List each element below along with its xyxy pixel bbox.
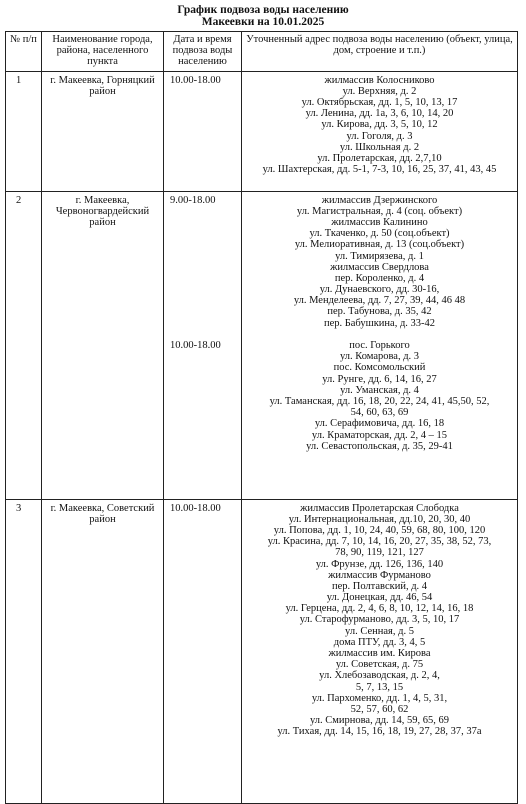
address-line: ул. Старофурманово, дд. 3, 5, 10, 17 [299, 614, 460, 626]
address-line: ул. Дунаевского, дд. 30-16, [319, 284, 440, 296]
time-spacer [170, 592, 241, 603]
address-line: ул. Ленина, дд. 1а, 3, 6, 10, 14, 20 [305, 108, 454, 120]
water-schedule-table [5, 31, 518, 804]
time-spacer [170, 682, 241, 693]
address-line: ул. Комарова, д. 3 [339, 351, 420, 363]
block-spacer [244, 329, 515, 340]
address-line: ул. Тимирязева, д. 1 [335, 250, 424, 262]
address-line: пер. Полтавский, д. 4 [331, 580, 428, 592]
row-time-cell [164, 499, 242, 803]
address-line: ул. Герцена, дд. 2, 4, 6, 8, 10, 12, 14, 16, 18 [285, 603, 474, 615]
time-spacer [170, 86, 241, 97]
address-line: ул. Донецкая, дд. 46, 54 [326, 592, 433, 604]
address-line: ул. Пархоменко, дд. 1, 4, 5, 31, [311, 692, 448, 704]
row-number: 1 [6, 71, 42, 191]
title-line-2: Макеевки на 10.01.2025 [201, 16, 325, 28]
time-spacer [170, 547, 241, 558]
address-line: ул. Серафимовича, дд. 16, 18 [314, 418, 445, 430]
time-spacer [170, 153, 241, 164]
time-spacer [170, 396, 241, 407]
time-spacer [170, 430, 241, 441]
address-line: жилмассив Колосниково [324, 74, 435, 86]
delivery-time: 9.00-18.00 [170, 194, 216, 206]
time-list [170, 503, 241, 738]
time-spacer [170, 206, 241, 217]
address-line: ул. Красина, дд. 7, 10, 14, 16, 20, 27, 35, 38, 52, 73, [267, 536, 492, 548]
time-spacer [170, 217, 241, 228]
address-line: ул. Краматорская, дд. 2, 4 – 15 [311, 429, 448, 441]
time-spacer [170, 318, 241, 329]
title-line-1: График подвоза воды населению [177, 4, 349, 16]
address-line: ул. Октябрьская, дд. 1, 5, 10, 13, 17 [301, 96, 458, 108]
address-line: ул. Рунге, дд. 6, 14, 16, 27 [322, 373, 437, 385]
block-spacer [170, 329, 241, 340]
address-line: ул. Фрунзе, дд. 126, 136, 140 [315, 558, 444, 570]
address-line: ул. Верхняя, д. 2 [342, 85, 417, 97]
time-spacer [170, 239, 241, 250]
table-row [6, 71, 518, 191]
address-line: жилмассив Фурманово [328, 569, 431, 581]
time-spacer [170, 514, 241, 525]
address-line: ул. Сенная, д. 5 [345, 625, 414, 637]
time-spacer [170, 626, 241, 637]
address-line: ул. Шахтерская, дд. 5-1, 7-3, 10, 16, 25, 37, 41, 43, 45 [262, 164, 497, 176]
address-line: ул. Тихая, дд. 14, 15, 16, 18, 19, 27, 28, 37, 37а [277, 726, 482, 738]
address-line: 78, 90, 119, 121, 127 [335, 547, 424, 559]
address-line: жилмассив Пролетарская Слободка [300, 502, 459, 514]
address-line: жилмассив им. Кирова [328, 648, 431, 660]
address-line: ул. Менделеева, дд. 7, 27, 39, 44, 46 48 [293, 295, 466, 307]
table-row [6, 191, 518, 499]
time-spacer [170, 441, 241, 452]
time-spacer [170, 704, 241, 715]
address-line: ул. Севастопольская, д. 35, 29-41 [306, 440, 453, 452]
address-line: 54, 60, 63, 69 [350, 407, 409, 419]
time-spacer [170, 374, 241, 385]
table-header-row [6, 32, 518, 72]
address-line: ул. Хлебозаводская, д. 2, 4, [319, 670, 440, 682]
time-spacer [170, 284, 241, 295]
time-spacer [170, 670, 241, 681]
row-number: 2 [6, 191, 42, 499]
address-line: ул. Попова, дд. 1, 10, 24, 40, 59, 68, 80, 100, 120 [273, 524, 486, 536]
table-row [6, 499, 518, 803]
delivery-time: 10.00-18.00 [170, 74, 221, 86]
time-spacer [170, 142, 241, 153]
time-spacer [170, 164, 241, 175]
row-city: г. Макеевка, Горняцкий район [42, 71, 164, 191]
time-spacer [170, 228, 241, 239]
address-line: ул. Уманская, д. 4 [340, 384, 419, 396]
address-line: ул. Пролетарская, дд. 2,7,10 [317, 152, 442, 164]
time-spacer [170, 273, 241, 284]
address-line: ул. Ткаченко, д. 50 (соц.объект) [309, 228, 450, 240]
address-line: ул. Советская, д. 75 [335, 659, 424, 671]
address-line: пос. Горького [349, 340, 410, 352]
time-spacer [170, 536, 241, 547]
time-spacer [170, 306, 241, 317]
header-datetime: Дата и время подвоза воды населению [164, 32, 242, 72]
delivery-time: 10.00-18.00 [170, 502, 221, 514]
address-line: ул. Магистральная, д. 4 (соц. объект) [296, 205, 463, 217]
time-list [170, 195, 241, 452]
time-spacer [170, 418, 241, 429]
time-spacer [170, 603, 241, 614]
time-spacer [170, 108, 241, 119]
time-spacer [170, 559, 241, 570]
header-num: № п/п [6, 32, 42, 72]
row-time-cell [164, 71, 242, 191]
address-line: ул. Кирова, дд. 3, 5, 10, 12 [321, 119, 438, 131]
time-spacer [170, 525, 241, 536]
time-spacer [170, 119, 241, 130]
header-address: Уточненный адрес подвоза воды населению (объект, улица, дом, строение и т.п.) [242, 32, 518, 72]
time-spacer [170, 693, 241, 704]
address-line: ул. Школьная д. 2 [339, 141, 420, 153]
time-spacer [170, 251, 241, 262]
row-address-cell [242, 71, 518, 191]
address-line: ул. Таманская, дд. 16, 18, 20, 22, 24, 41, 45,50, 52, [269, 395, 490, 407]
time-spacer [170, 726, 241, 737]
time-spacer [170, 131, 241, 142]
time-spacer [170, 581, 241, 592]
time-spacer [170, 715, 241, 726]
address-line: пос. Комсомольский [333, 362, 426, 374]
time-spacer [170, 385, 241, 396]
address-line: ул. Смирнова, дд. 14, 59, 65, 69 [309, 715, 450, 727]
time-spacer [170, 637, 241, 648]
row-number: 3 [6, 499, 42, 803]
header-city: Наименование города, района, населенного пункта [42, 32, 164, 72]
row-city: г. Макеевка, Червоногвардейский район [42, 191, 164, 499]
address-list [244, 195, 515, 452]
address-line: пер. Табунова, д. 35, 42 [327, 306, 432, 318]
row-city: г. Макеевка, Советский район [42, 499, 164, 803]
address-line: 52, 57, 60, 62 [350, 703, 409, 715]
delivery-time: 10.00-18.00 [170, 340, 221, 352]
time-list [170, 75, 241, 176]
address-list [244, 75, 515, 176]
address-line: жилмассив Дзержинского [321, 194, 438, 206]
row-address-cell [242, 191, 518, 499]
row-address-cell [242, 499, 518, 803]
address-line: пер. Бабушкина, д. 33-42 [323, 317, 436, 329]
time-spacer [170, 659, 241, 670]
address-line: жилмассив Свердлова [330, 261, 429, 273]
address-line: ул. Мелиоративная, д. 13 (соц.объект) [294, 239, 465, 251]
address-list [244, 503, 515, 738]
time-spacer [170, 614, 241, 625]
time-spacer [170, 407, 241, 418]
address-line: пер. Короленко, д. 4 [334, 272, 425, 284]
time-spacer [170, 351, 241, 362]
time-spacer [170, 97, 241, 108]
time-spacer [170, 570, 241, 581]
address-line: ул. Интернациональная, дд.10, 20, 30, 40 [288, 513, 471, 525]
row-time-cell [164, 191, 242, 499]
time-spacer [170, 362, 241, 373]
document-title [0, 4, 526, 28]
address-line: дома ПТУ, дд. 3, 4, 5 [333, 636, 426, 648]
address-line: 5, 7, 13, 15 [355, 681, 404, 693]
time-spacer [170, 648, 241, 659]
time-spacer [170, 295, 241, 306]
address-line: жилмассив Калинино [331, 216, 428, 228]
address-line: ул. Гоголя, д. 3 [346, 130, 413, 142]
time-spacer [170, 262, 241, 273]
